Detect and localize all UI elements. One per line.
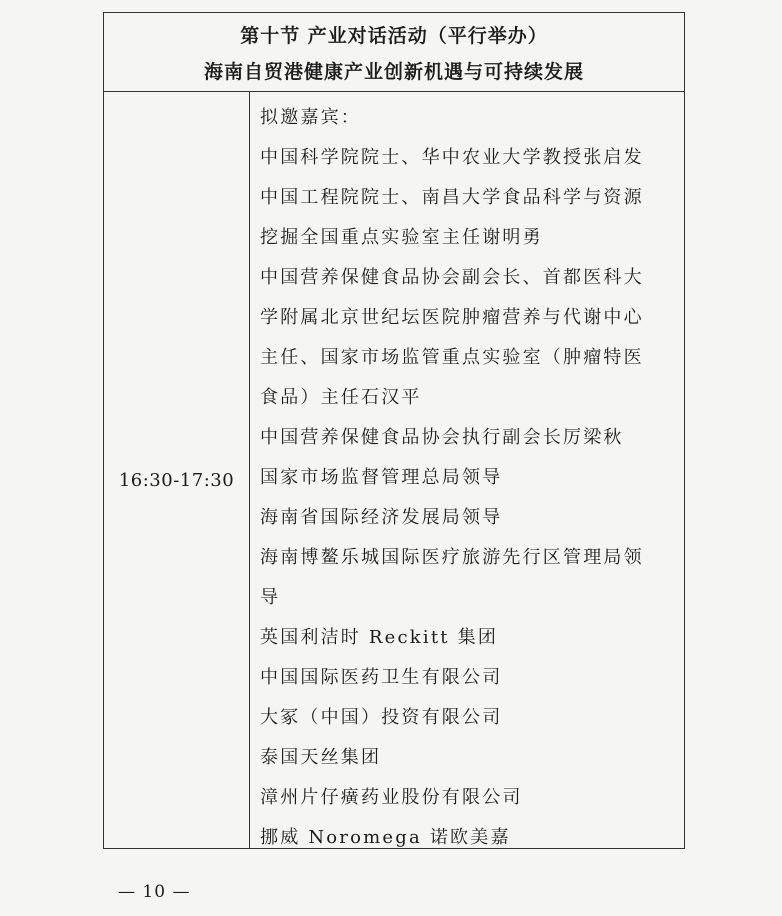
list-item: 食品）主任石汉平 bbox=[260, 387, 422, 408]
table-header bbox=[104, 13, 684, 92]
table-row bbox=[104, 92, 684, 848]
list-item: 泰国天丝集团 bbox=[260, 747, 382, 768]
list-item: 漳州片仔癀药业股份有限公司 bbox=[260, 787, 523, 808]
page-number: — 10 — bbox=[118, 882, 191, 902]
list-item: 国家市场监督管理总局领导 bbox=[260, 467, 503, 488]
list-item: 大冢（中国）投资有限公司 bbox=[260, 707, 503, 728]
time-cell bbox=[104, 92, 250, 848]
list-item: 英国利洁时 Reckitt 集团 bbox=[260, 627, 499, 648]
list-item: 中国营养保健食品协会执行副会长厉梁秋 bbox=[260, 427, 624, 448]
agenda-table bbox=[103, 12, 685, 849]
list-item: 中国国际医药卫生有限公司 bbox=[260, 667, 503, 688]
list-item: 海南博鳌乐城国际医疗旅游先行区管理局领 bbox=[260, 547, 644, 568]
section-title: 第十节 产业对话活动（平行举办） bbox=[240, 25, 548, 47]
guest-list bbox=[260, 98, 680, 858]
session-time: 16:30-17:30 bbox=[118, 470, 235, 491]
list-item: 主任、国家市场监管重点实验室（肿瘤特医 bbox=[260, 347, 644, 368]
list-item: 导 bbox=[260, 587, 281, 608]
guest-list-heading: 拟邀嘉宾： bbox=[260, 107, 361, 128]
list-item: 海南省国际经济发展局领导 bbox=[260, 507, 503, 528]
list-item: 挖掘全国重点实验室主任谢明勇 bbox=[260, 227, 543, 248]
section-subtitle: 海南自贸港健康产业创新机遇与可持续发展 bbox=[203, 61, 584, 83]
list-item: 挪威 Noromega 诺欧美嘉 bbox=[260, 827, 511, 848]
list-item: 中国营养保健食品协会副会长、首都医科大 bbox=[260, 267, 644, 288]
guest-cell bbox=[250, 92, 684, 848]
list-item: 中国工程院院士、南昌大学食品科学与资源 bbox=[260, 187, 644, 208]
list-item: 中国科学院院士、华中农业大学教授张启发 bbox=[260, 147, 644, 168]
list-item: 学附属北京世纪坛医院肿瘤营养与代谢中心 bbox=[260, 307, 644, 328]
